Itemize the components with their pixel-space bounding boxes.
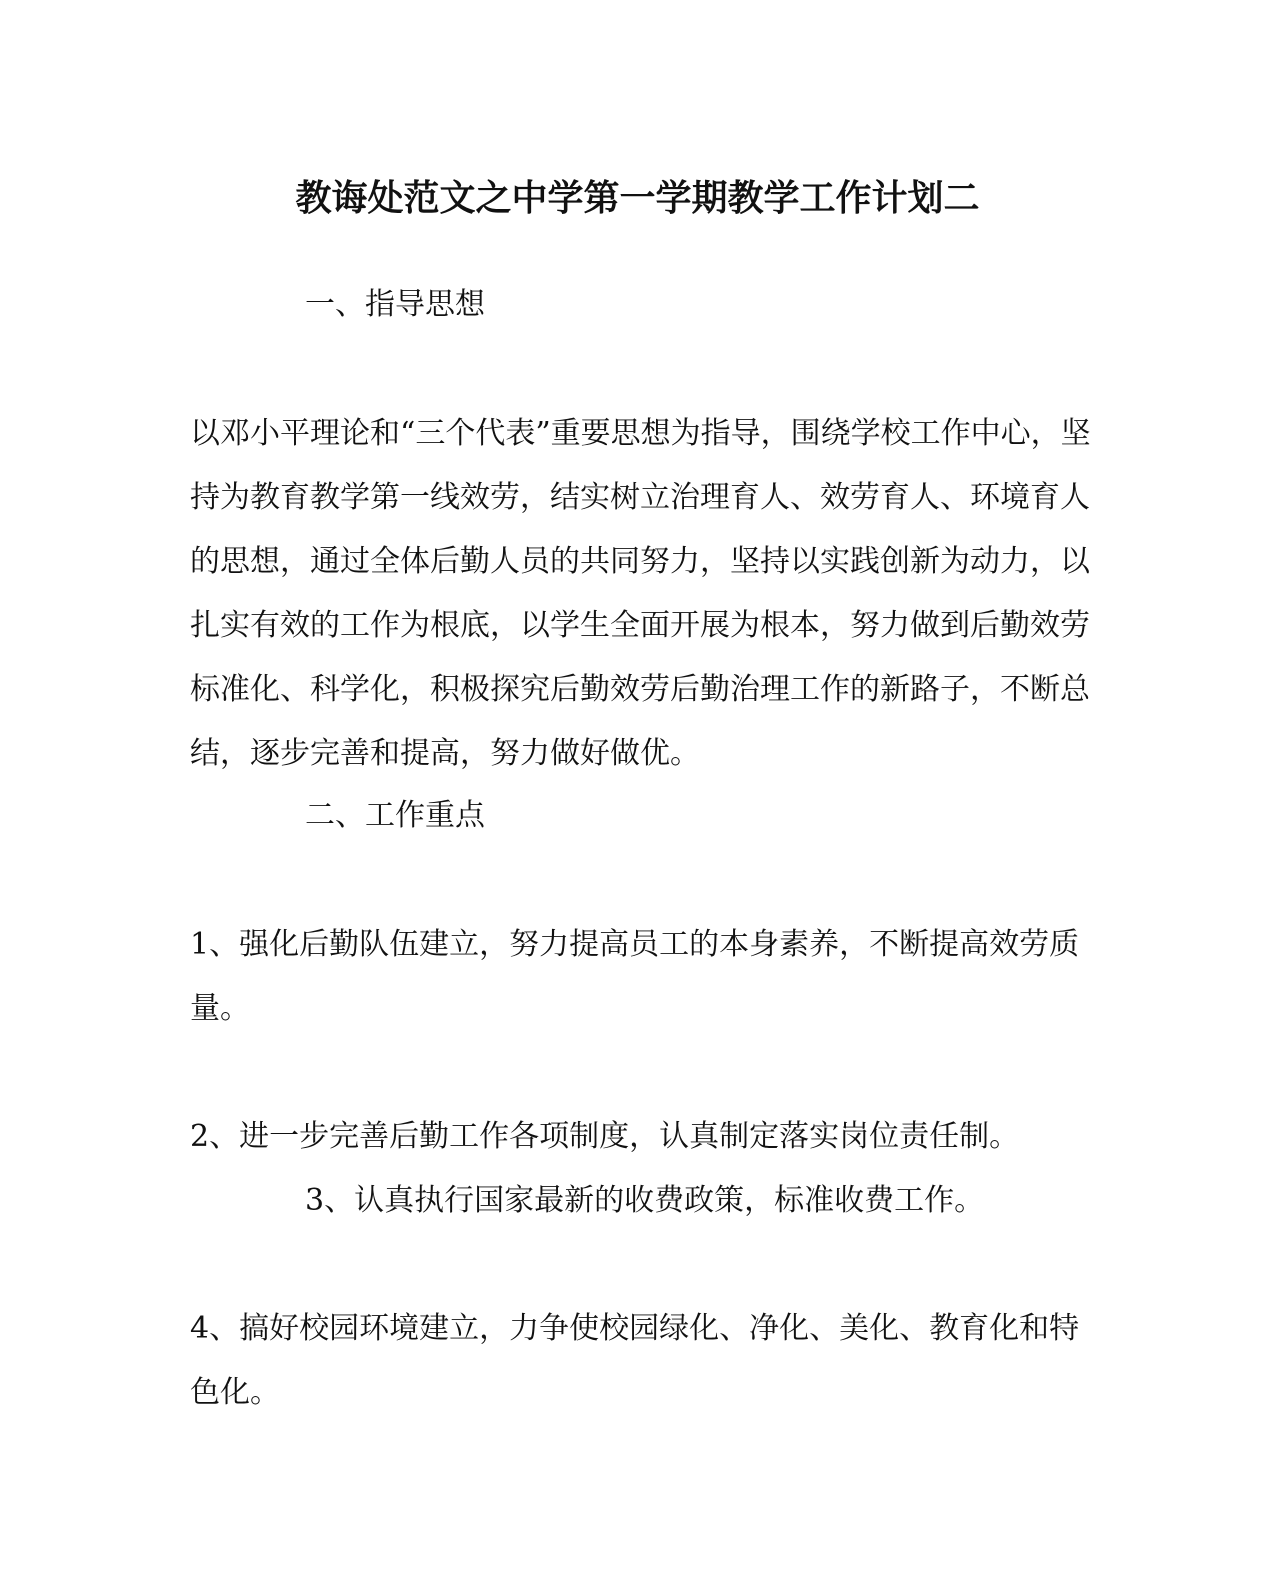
paragraph-line: 持为教育教学第一线效劳，结实树立治理育人、效劳育人、环境育人	[190, 480, 1090, 515]
paragraph-line: 标准化、科学化，积极探究后勤效劳后勤治理工作的新路子，不断总	[190, 672, 1090, 707]
list-item: 3、认真执行国家最新的收费政策，标准收费工作。	[305, 1183, 985, 1218]
paragraph-line: 以邓小平理论和“三个代表”重要思想为指导，围绕学校工作中心，坚	[190, 416, 1091, 451]
section-heading-work-focus: 二、工作重点	[305, 798, 485, 833]
list-item-line: 1、强化后勤队伍建立，努力提高员工的本身素养，不断提高效劳质	[190, 927, 1080, 962]
section-heading-guiding-ideology: 一、指导思想	[305, 287, 485, 322]
paragraph-line: 的思想，通过全体后勤人员的共同努力，坚持以实践创新为动力，以	[190, 544, 1090, 579]
document-title: 教诲处范文之中学第一学期教学工作计划二	[295, 177, 980, 219]
list-item-line: 色化。	[190, 1375, 280, 1410]
list-item: 2、进一步完善后勤工作各项制度，认真制定落实岗位责任制。	[190, 1119, 1020, 1154]
paragraph-line: 扎实有效的工作为根底，以学生全面开展为根本，努力做到后勤效劳	[190, 608, 1090, 643]
paragraph-line: 结，逐步完善和提高，努力做好做优。	[190, 736, 700, 771]
list-item-line: 4、搞好校园环境建立，力争使校园绿化、净化、美化、教育化和特	[190, 1311, 1080, 1346]
list-item-line: 量。	[190, 991, 250, 1026]
